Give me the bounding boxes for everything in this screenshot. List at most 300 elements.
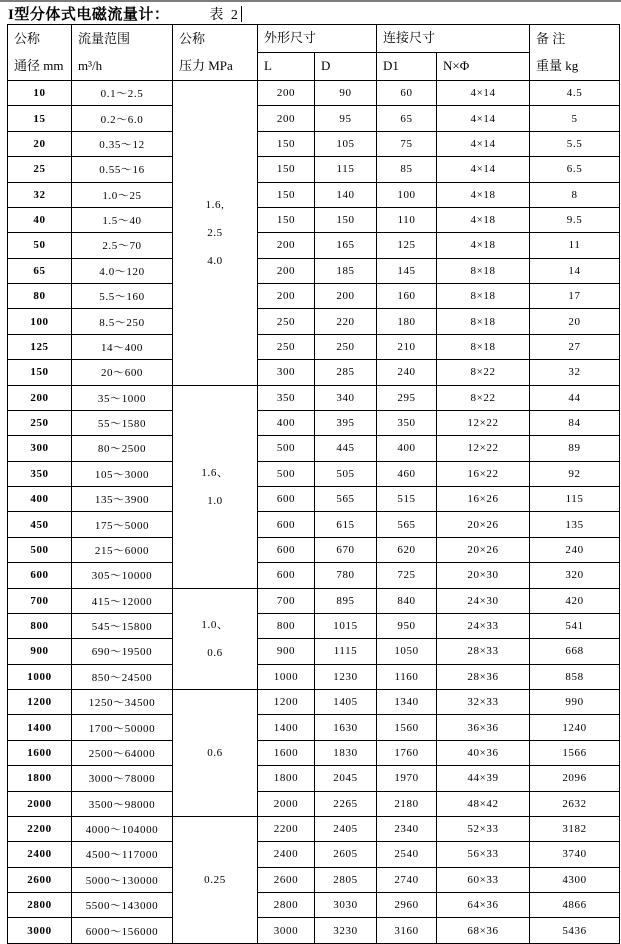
dn-cell: 1000 — [8, 664, 72, 689]
header-note-line2: 重量 kg — [536, 58, 579, 73]
pressure-value-line: 1.0、 — [201, 618, 229, 631]
flow-range-cell: 0.35～12 — [72, 131, 173, 156]
flow-range-cell: 20～600 — [72, 360, 173, 385]
weight-cell: 27 — [530, 334, 620, 359]
n-phi-cell: 24×33 — [437, 613, 530, 638]
table-row — [8, 309, 620, 334]
weight-cell: 89 — [530, 436, 620, 461]
pressure-cell — [173, 588, 258, 690]
table-row — [8, 639, 620, 664]
table-row — [8, 233, 620, 258]
header-L: L — [258, 53, 315, 81]
flow-range-cell: 1250～34500 — [72, 690, 173, 715]
dn-cell: 15 — [8, 106, 72, 131]
dn-cell: 600 — [8, 563, 72, 588]
n-phi-cell: 60×33 — [437, 867, 530, 892]
weight-cell: 20 — [530, 309, 620, 334]
D1-cell: 210 — [377, 334, 437, 359]
flow-range-cell: 0.2～6.0 — [72, 106, 173, 131]
D1-cell: 2180 — [377, 791, 437, 816]
n-phi-cell: 20×26 — [437, 537, 530, 562]
pressure-cell — [173, 690, 258, 817]
D-cell: 2405 — [315, 816, 377, 841]
D-cell: 200 — [315, 284, 377, 309]
n-phi-cell: 16×26 — [437, 487, 530, 512]
flow-range-cell: 545～15800 — [72, 613, 173, 638]
dn-cell: 150 — [8, 360, 72, 385]
D-cell: 105 — [315, 131, 377, 156]
D-cell: 250 — [315, 334, 377, 359]
L-cell: 200 — [258, 81, 315, 106]
header-flow-range — [72, 25, 173, 81]
n-phi-cell: 68×36 — [437, 918, 530, 943]
pressure-value-line: 1.6, — [205, 198, 225, 211]
D-cell: 1230 — [315, 664, 377, 689]
n-phi-cell: 56×33 — [437, 842, 530, 867]
flow-range-cell: 8.5～250 — [72, 309, 173, 334]
header-nominal-diameter-line1: 公称 — [14, 31, 41, 46]
flow-range-cell: 135～3900 — [72, 487, 173, 512]
L-cell: 2400 — [258, 842, 315, 867]
n-phi-cell: 40×36 — [437, 740, 530, 765]
flow-range-cell: 1.0～25 — [72, 182, 173, 207]
D-cell: 2265 — [315, 791, 377, 816]
D-cell: 395 — [315, 410, 377, 435]
flow-range-cell: 690～19500 — [72, 639, 173, 664]
flow-range-cell: 2500～64000 — [72, 740, 173, 765]
weight-cell: 3740 — [530, 842, 620, 867]
header-outline-dimensions: 外形尺寸 — [258, 25, 377, 53]
dn-cell: 20 — [8, 131, 72, 156]
L-cell: 300 — [258, 360, 315, 385]
L-cell: 2800 — [258, 893, 315, 918]
flow-range-cell: 0.1～2.5 — [72, 81, 173, 106]
L-cell: 1600 — [258, 740, 315, 765]
L-cell: 350 — [258, 385, 315, 410]
dn-cell: 2400 — [8, 842, 72, 867]
n-phi-cell: 24×30 — [437, 588, 530, 613]
n-phi-cell: 36×36 — [437, 715, 530, 740]
L-cell: 900 — [258, 639, 315, 664]
table-row — [8, 766, 620, 791]
table-row — [8, 715, 620, 740]
weight-cell: 84 — [530, 410, 620, 435]
pressure-cell — [173, 81, 258, 386]
D1-cell: 1970 — [377, 766, 437, 791]
header-nominal-pressure-line1: 公称 — [179, 31, 206, 46]
table-row — [8, 334, 620, 359]
n-phi-cell: 20×30 — [437, 563, 530, 588]
D-cell: 3230 — [315, 918, 377, 943]
pressure-value-line: 2.5 — [207, 226, 223, 239]
n-phi-cell: 4×18 — [437, 233, 530, 258]
table-row — [8, 563, 620, 588]
dn-cell: 200 — [8, 385, 72, 410]
D-cell: 115 — [315, 157, 377, 182]
n-phi-cell: 52×33 — [437, 816, 530, 841]
table-row — [8, 157, 620, 182]
D1-cell: 1760 — [377, 740, 437, 765]
L-cell: 1400 — [258, 715, 315, 740]
table-row — [8, 791, 620, 816]
flow-range-cell: 6000～156000 — [72, 918, 173, 943]
D-cell: 2605 — [315, 842, 377, 867]
D-cell: 565 — [315, 487, 377, 512]
weight-cell: 17 — [530, 284, 620, 309]
header-nominal-diameter — [8, 25, 72, 81]
L-cell: 400 — [258, 410, 315, 435]
flow-range-cell: 0.55～16 — [72, 157, 173, 182]
weight-cell: 240 — [530, 537, 620, 562]
flow-range-cell: 14～400 — [72, 334, 173, 359]
n-phi-cell: 28×36 — [437, 664, 530, 689]
D-cell: 165 — [315, 233, 377, 258]
D1-cell: 2960 — [377, 893, 437, 918]
L-cell: 600 — [258, 537, 315, 562]
L-cell: 800 — [258, 613, 315, 638]
D-cell: 285 — [315, 360, 377, 385]
D1-cell: 1160 — [377, 664, 437, 689]
pressure-value-line: 4.0 — [207, 254, 223, 267]
pressure-value-line: 0.6 — [207, 646, 223, 659]
title-row — [8, 3, 242, 23]
dn-cell: 350 — [8, 461, 72, 486]
table-row — [8, 385, 620, 410]
n-phi-cell: 8×22 — [437, 360, 530, 385]
weight-cell: 1240 — [530, 715, 620, 740]
table-row — [8, 740, 620, 765]
weight-cell: 5 — [530, 106, 620, 131]
n-phi-cell: 28×33 — [437, 639, 530, 664]
D-cell: 95 — [315, 106, 377, 131]
header-connection-dimensions: 连接尺寸 — [377, 25, 530, 53]
D-cell: 90 — [315, 81, 377, 106]
D1-cell: 1340 — [377, 690, 437, 715]
n-phi-cell: 4×18 — [437, 207, 530, 232]
flow-range-cell: 850～24500 — [72, 664, 173, 689]
flow-range-cell: 3000～78000 — [72, 766, 173, 791]
dn-cell: 125 — [8, 334, 72, 359]
dn-cell: 250 — [8, 410, 72, 435]
D-cell: 2045 — [315, 766, 377, 791]
dn-cell: 80 — [8, 284, 72, 309]
table-row — [8, 487, 620, 512]
D1-cell: 1560 — [377, 715, 437, 740]
D1-cell: 160 — [377, 284, 437, 309]
weight-cell: 4866 — [530, 893, 620, 918]
dn-cell: 700 — [8, 588, 72, 613]
D-cell: 3030 — [315, 893, 377, 918]
n-phi-cell: 8×22 — [437, 385, 530, 410]
L-cell: 600 — [258, 512, 315, 537]
D1-cell: 295 — [377, 385, 437, 410]
dn-cell: 1400 — [8, 715, 72, 740]
dn-cell: 1600 — [8, 740, 72, 765]
D-cell: 445 — [315, 436, 377, 461]
D1-cell: 2540 — [377, 842, 437, 867]
L-cell: 200 — [258, 233, 315, 258]
weight-cell: 858 — [530, 664, 620, 689]
D1-cell: 1050 — [377, 639, 437, 664]
n-phi-cell: 64×36 — [437, 893, 530, 918]
L-cell: 500 — [258, 436, 315, 461]
L-cell: 700 — [258, 588, 315, 613]
D1-cell: 100 — [377, 182, 437, 207]
D-cell: 220 — [315, 309, 377, 334]
header-D1: D1 — [377, 53, 437, 81]
L-cell: 600 — [258, 563, 315, 588]
dn-cell: 50 — [8, 233, 72, 258]
header-nominal-pressure-line2: 压力 MPa — [179, 58, 233, 73]
L-cell: 1000 — [258, 664, 315, 689]
weight-cell: 320 — [530, 563, 620, 588]
dn-cell: 2600 — [8, 867, 72, 892]
n-phi-cell: 12×22 — [437, 410, 530, 435]
n-phi-cell: 8×18 — [437, 334, 530, 359]
D-cell: 1015 — [315, 613, 377, 638]
weight-cell: 115 — [530, 487, 620, 512]
table-row — [8, 664, 620, 689]
text-cursor — [241, 6, 242, 22]
table-row — [8, 182, 620, 207]
weight-cell: 5436 — [530, 918, 620, 943]
D1-cell: 75 — [377, 131, 437, 156]
weight-cell: 4300 — [530, 867, 620, 892]
L-cell: 200 — [258, 284, 315, 309]
D-cell: 505 — [315, 461, 377, 486]
weight-cell: 2096 — [530, 766, 620, 791]
table-row — [8, 613, 620, 638]
weight-cell: 9.5 — [530, 207, 620, 232]
header-row-1 — [8, 25, 620, 53]
L-cell: 1800 — [258, 766, 315, 791]
n-phi-cell: 4×14 — [437, 106, 530, 131]
table-row — [8, 81, 620, 106]
D1-cell: 60 — [377, 81, 437, 106]
n-phi-cell: 12×22 — [437, 436, 530, 461]
D1-cell: 400 — [377, 436, 437, 461]
table-label: 表 2 — [209, 8, 240, 23]
weight-cell: 8 — [530, 182, 620, 207]
table-row — [8, 588, 620, 613]
dn-cell: 400 — [8, 487, 72, 512]
flow-range-cell: 5000～130000 — [72, 867, 173, 892]
n-phi-cell: 8×18 — [437, 284, 530, 309]
table-row — [8, 207, 620, 232]
n-phi-cell: 20×26 — [437, 512, 530, 537]
flow-range-cell: 4500～117000 — [72, 842, 173, 867]
table-row — [8, 106, 620, 131]
L-cell: 150 — [258, 207, 315, 232]
weight-cell: 14 — [530, 258, 620, 283]
n-phi-cell: 4×18 — [437, 182, 530, 207]
dn-cell: 2800 — [8, 893, 72, 918]
D-cell: 150 — [315, 207, 377, 232]
D1-cell: 725 — [377, 563, 437, 588]
flow-range-cell: 415～12000 — [72, 588, 173, 613]
table-row — [8, 461, 620, 486]
table-row — [8, 436, 620, 461]
n-phi-cell: 4×14 — [437, 157, 530, 182]
dn-cell: 40 — [8, 207, 72, 232]
flow-range-cell: 5.5～160 — [72, 284, 173, 309]
D1-cell: 515 — [377, 487, 437, 512]
header-flow-range-line2: m³/h — [78, 58, 103, 73]
D-cell: 340 — [315, 385, 377, 410]
D-cell: 1630 — [315, 715, 377, 740]
D-cell: 2805 — [315, 867, 377, 892]
D1-cell: 350 — [377, 410, 437, 435]
pressure-cell — [173, 385, 258, 588]
D-cell: 615 — [315, 512, 377, 537]
weight-cell: 4.5 — [530, 81, 620, 106]
table-row — [8, 690, 620, 715]
D-cell: 895 — [315, 588, 377, 613]
D1-cell: 110 — [377, 207, 437, 232]
n-phi-cell: 44×39 — [437, 766, 530, 791]
table-body — [8, 81, 620, 944]
table-row — [8, 842, 620, 867]
dn-cell: 3000 — [8, 918, 72, 943]
D-cell: 185 — [315, 258, 377, 283]
D-cell: 140 — [315, 182, 377, 207]
dn-cell: 32 — [8, 182, 72, 207]
weight-cell: 1566 — [530, 740, 620, 765]
flow-range-cell: 105～3000 — [72, 461, 173, 486]
L-cell: 2000 — [258, 791, 315, 816]
dn-cell: 2000 — [8, 791, 72, 816]
D-cell: 780 — [315, 563, 377, 588]
flow-range-cell: 5500～143000 — [72, 893, 173, 918]
flowmeter-spec-table — [7, 24, 620, 944]
dn-cell: 65 — [8, 258, 72, 283]
flow-range-cell: 4.0～120 — [72, 258, 173, 283]
flow-range-cell: 80～2500 — [72, 436, 173, 461]
n-phi-cell: 4×14 — [437, 131, 530, 156]
dn-cell: 2200 — [8, 816, 72, 841]
n-phi-cell: 8×18 — [437, 309, 530, 334]
weight-cell: 32 — [530, 360, 620, 385]
table-row — [8, 284, 620, 309]
weight-cell: 668 — [530, 639, 620, 664]
weight-cell: 92 — [530, 461, 620, 486]
L-cell: 150 — [258, 157, 315, 182]
weight-cell: 3182 — [530, 816, 620, 841]
dn-cell: 100 — [8, 309, 72, 334]
weight-cell: 420 — [530, 588, 620, 613]
L-cell: 600 — [258, 487, 315, 512]
header-note-line1: 备 注 — [536, 31, 566, 46]
pressure-cell — [173, 816, 258, 943]
top-divider-line — [0, 0, 621, 2]
L-cell: 150 — [258, 131, 315, 156]
flow-range-cell: 55～1580 — [72, 410, 173, 435]
pressure-value-line: 0.6 — [207, 746, 223, 759]
dn-cell: 10 — [8, 81, 72, 106]
L-cell: 150 — [258, 182, 315, 207]
table-row — [8, 893, 620, 918]
D1-cell: 240 — [377, 360, 437, 385]
flow-range-cell: 175～5000 — [72, 512, 173, 537]
table-header — [8, 25, 620, 81]
table-row — [8, 816, 620, 841]
document-title: I型分体式电磁流量计： — [8, 7, 170, 23]
table-row — [8, 258, 620, 283]
pressure-value-line: 0.25 — [204, 873, 226, 886]
n-phi-cell: 32×33 — [437, 690, 530, 715]
D-cell: 1115 — [315, 639, 377, 664]
L-cell: 3000 — [258, 918, 315, 943]
L-cell: 250 — [258, 309, 315, 334]
flow-range-cell: 2.5～70 — [72, 233, 173, 258]
table-row — [8, 867, 620, 892]
flow-range-cell: 3500～98000 — [72, 791, 173, 816]
pressure-value-line: 1.0 — [207, 494, 223, 507]
L-cell: 250 — [258, 334, 315, 359]
table-row — [8, 537, 620, 562]
flow-range-cell: 35～1000 — [72, 385, 173, 410]
flow-range-cell: 215～6000 — [72, 537, 173, 562]
pressure-value-line: 1.6、 — [201, 466, 229, 479]
L-cell: 200 — [258, 258, 315, 283]
D1-cell: 65 — [377, 106, 437, 131]
header-nominal-diameter-line2: 通径 mm — [14, 58, 64, 73]
header-nominal-pressure — [173, 25, 258, 81]
dn-cell: 900 — [8, 639, 72, 664]
flow-range-cell: 1700～50000 — [72, 715, 173, 740]
D1-cell: 620 — [377, 537, 437, 562]
L-cell: 200 — [258, 106, 315, 131]
n-phi-cell: 48×42 — [437, 791, 530, 816]
D1-cell: 180 — [377, 309, 437, 334]
D1-cell: 3160 — [377, 918, 437, 943]
D1-cell: 2740 — [377, 867, 437, 892]
table-row — [8, 131, 620, 156]
table-row — [8, 512, 620, 537]
header-note-weight — [530, 25, 620, 81]
D1-cell: 950 — [377, 613, 437, 638]
L-cell: 2200 — [258, 816, 315, 841]
dn-cell: 25 — [8, 157, 72, 182]
flow-range-cell: 305～10000 — [72, 563, 173, 588]
dn-cell: 1200 — [8, 690, 72, 715]
header-D: D — [315, 53, 377, 81]
weight-cell: 2632 — [530, 791, 620, 816]
table-row — [8, 918, 620, 943]
D1-cell: 145 — [377, 258, 437, 283]
n-phi-cell: 4×14 — [437, 81, 530, 106]
n-phi-cell: 16×22 — [437, 461, 530, 486]
header-N-phi: N×Φ — [437, 53, 530, 81]
D1-cell: 840 — [377, 588, 437, 613]
L-cell: 2600 — [258, 867, 315, 892]
table-row — [8, 360, 620, 385]
L-cell: 1200 — [258, 690, 315, 715]
weight-cell: 6.5 — [530, 157, 620, 182]
D-cell: 1830 — [315, 740, 377, 765]
weight-cell: 11 — [530, 233, 620, 258]
D1-cell: 2340 — [377, 816, 437, 841]
weight-cell: 541 — [530, 613, 620, 638]
D1-cell: 125 — [377, 233, 437, 258]
dn-cell: 1800 — [8, 766, 72, 791]
weight-cell: 135 — [530, 512, 620, 537]
L-cell: 500 — [258, 461, 315, 486]
flow-range-cell: 1.5～40 — [72, 207, 173, 232]
dn-cell: 450 — [8, 512, 72, 537]
weight-cell: 44 — [530, 385, 620, 410]
dn-cell: 300 — [8, 436, 72, 461]
